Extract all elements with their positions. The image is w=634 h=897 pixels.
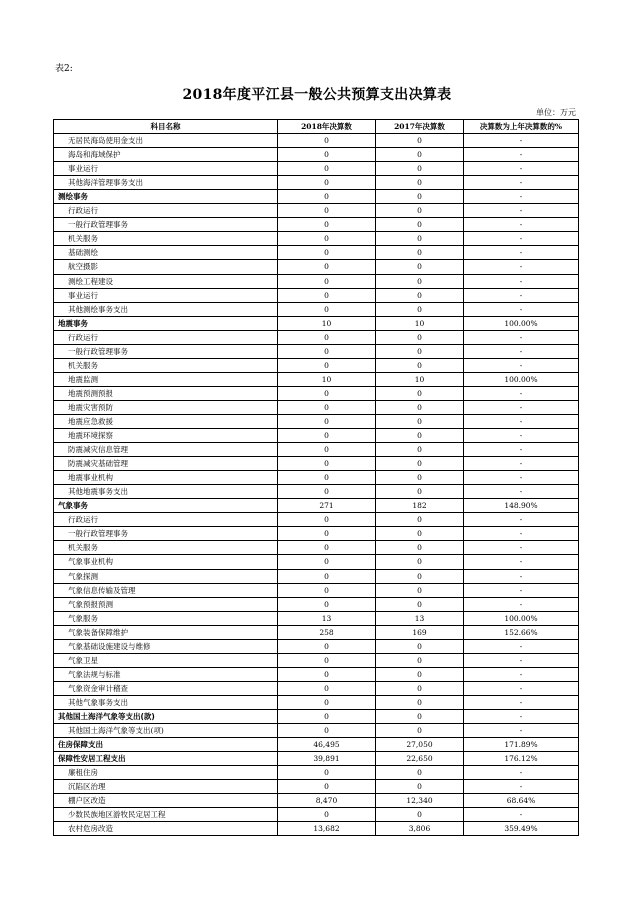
table-row bbox=[54, 457, 579, 471]
row-subject-name: 航空摄影 bbox=[54, 260, 278, 274]
row-value-2017: 0 bbox=[376, 358, 464, 372]
row-value-2017: 13 bbox=[376, 611, 464, 625]
table-row bbox=[54, 808, 579, 822]
row-value-2018: 0 bbox=[278, 457, 376, 471]
row-value-2017: 0 bbox=[376, 527, 464, 541]
row-ratio: 152.66% bbox=[464, 625, 579, 639]
row-value-2017: 3,806 bbox=[376, 822, 464, 836]
table-row bbox=[54, 358, 579, 372]
row-ratio: - bbox=[464, 274, 579, 288]
row-value-2018: 0 bbox=[278, 471, 376, 485]
row-value-2017: 0 bbox=[376, 443, 464, 457]
row-value-2018: 0 bbox=[278, 358, 376, 372]
table-row bbox=[54, 414, 579, 428]
row-subject-name: 保障性安居工程支出 bbox=[54, 752, 278, 766]
row-ratio: - bbox=[464, 443, 579, 457]
row-value-2017: 0 bbox=[376, 541, 464, 555]
row-subject-name: 测绘工程建设 bbox=[54, 274, 278, 288]
row-value-2017: 0 bbox=[376, 176, 464, 190]
row-value-2017: 0 bbox=[376, 555, 464, 569]
row-ratio: - bbox=[464, 780, 579, 794]
row-subject-name: 防震减灾基础管理 bbox=[54, 457, 278, 471]
row-value-2018: 0 bbox=[278, 667, 376, 681]
row-subject-name: 基础测绘 bbox=[54, 246, 278, 260]
row-value-2018: 0 bbox=[278, 400, 376, 414]
row-ratio: - bbox=[464, 527, 579, 541]
row-value-2017: 0 bbox=[376, 583, 464, 597]
row-ratio: 100.00% bbox=[464, 611, 579, 625]
row-value-2018: 0 bbox=[278, 246, 376, 260]
row-value-2018: 46,495 bbox=[278, 738, 376, 752]
row-value-2018: 13 bbox=[278, 611, 376, 625]
row-subject-name: 少数民族地区游牧民定居工程 bbox=[54, 808, 278, 822]
row-value-2017: 0 bbox=[376, 709, 464, 723]
row-subject-name: 行政运行 bbox=[54, 513, 278, 527]
row-ratio: - bbox=[464, 485, 579, 499]
row-ratio: - bbox=[464, 569, 579, 583]
row-ratio: - bbox=[464, 260, 579, 274]
row-value-2017: 0 bbox=[376, 597, 464, 611]
row-value-2018: 0 bbox=[278, 134, 376, 148]
row-value-2017: 22,650 bbox=[376, 752, 464, 766]
row-ratio: - bbox=[464, 695, 579, 709]
row-ratio: - bbox=[464, 653, 579, 667]
row-value-2017: 182 bbox=[376, 499, 464, 513]
row-ratio: - bbox=[464, 302, 579, 316]
row-ratio: 68.64% bbox=[464, 794, 579, 808]
table-row bbox=[54, 429, 579, 443]
table-row bbox=[54, 667, 579, 681]
page-title: 2018年度平江县一般公共预算支出决算表 bbox=[182, 87, 452, 103]
row-subject-name: 测绘事务 bbox=[54, 190, 278, 204]
row-subject-name: 无居民海岛使用金支出 bbox=[54, 134, 278, 148]
row-subject-name: 沉陷区治理 bbox=[54, 780, 278, 794]
table-row bbox=[54, 611, 579, 625]
row-value-2017: 0 bbox=[376, 485, 464, 499]
table-row bbox=[54, 471, 579, 485]
table-row bbox=[54, 274, 579, 288]
row-value-2018: 0 bbox=[278, 527, 376, 541]
table-row bbox=[54, 780, 579, 794]
budget-table bbox=[53, 119, 579, 836]
row-ratio: - bbox=[464, 808, 579, 822]
table-row bbox=[54, 372, 579, 386]
row-value-2017: 0 bbox=[376, 569, 464, 583]
row-ratio: 148.90% bbox=[464, 499, 579, 513]
row-value-2017: 0 bbox=[376, 274, 464, 288]
row-ratio: 100.00% bbox=[464, 372, 579, 386]
table-row bbox=[54, 681, 579, 695]
row-ratio: - bbox=[464, 766, 579, 780]
row-subject-name: 气象装备保障维护 bbox=[54, 625, 278, 639]
header-2018: 2018年决算数 bbox=[278, 120, 376, 134]
table-row bbox=[54, 794, 579, 808]
table-label: 表2: bbox=[55, 64, 73, 74]
row-value-2018: 0 bbox=[278, 569, 376, 583]
row-ratio: - bbox=[464, 218, 579, 232]
row-value-2017: 0 bbox=[376, 513, 464, 527]
row-subject-name: 地震监测 bbox=[54, 372, 278, 386]
row-value-2017: 0 bbox=[376, 204, 464, 218]
table-row bbox=[54, 443, 579, 457]
row-subject-name: 事业运行 bbox=[54, 162, 278, 176]
row-value-2017: 0 bbox=[376, 695, 464, 709]
row-value-2018: 0 bbox=[278, 443, 376, 457]
header-subject: 科目名称 bbox=[54, 120, 278, 134]
table-row bbox=[54, 625, 579, 639]
table-row bbox=[54, 386, 579, 400]
row-value-2017: 0 bbox=[376, 653, 464, 667]
table-row bbox=[54, 330, 579, 344]
row-ratio: - bbox=[464, 358, 579, 372]
row-subject-name: 棚户区改造 bbox=[54, 794, 278, 808]
row-value-2018: 0 bbox=[278, 681, 376, 695]
row-value-2018: 0 bbox=[278, 386, 376, 400]
row-value-2018: 0 bbox=[278, 429, 376, 443]
row-subject-name: 气象资金审计稽查 bbox=[54, 681, 278, 695]
row-value-2017: 0 bbox=[376, 766, 464, 780]
row-value-2017: 0 bbox=[376, 471, 464, 485]
row-subject-name: 气象法规与标准 bbox=[54, 667, 278, 681]
row-subject-name: 机关服务 bbox=[54, 541, 278, 555]
row-ratio: - bbox=[464, 176, 579, 190]
row-value-2017: 0 bbox=[376, 190, 464, 204]
row-ratio: - bbox=[464, 541, 579, 555]
row-subject-name: 气象信息传输及管理 bbox=[54, 583, 278, 597]
table-row bbox=[54, 316, 579, 330]
table-row bbox=[54, 134, 579, 148]
row-subject-name: 气象基础设施建设与维修 bbox=[54, 639, 278, 653]
row-value-2018: 10 bbox=[278, 316, 376, 330]
row-value-2017: 0 bbox=[376, 400, 464, 414]
row-subject-name: 防震减灾信息管理 bbox=[54, 443, 278, 457]
row-value-2018: 0 bbox=[278, 766, 376, 780]
row-value-2017: 0 bbox=[376, 344, 464, 358]
row-ratio: - bbox=[464, 429, 579, 443]
row-ratio: 359.49% bbox=[464, 822, 579, 836]
row-value-2018: 0 bbox=[278, 260, 376, 274]
row-value-2018: 0 bbox=[278, 274, 376, 288]
row-ratio: - bbox=[464, 709, 579, 723]
row-value-2017: 0 bbox=[376, 780, 464, 794]
row-value-2017: 12,340 bbox=[376, 794, 464, 808]
row-subject-name: 一般行政管理事务 bbox=[54, 344, 278, 358]
row-ratio: - bbox=[464, 232, 579, 246]
row-value-2018: 258 bbox=[278, 625, 376, 639]
row-subject-name: 海岛和海域保护 bbox=[54, 148, 278, 162]
row-ratio: - bbox=[464, 681, 579, 695]
table-row bbox=[54, 513, 579, 527]
header-ratio: 决算数为上年决算数的% bbox=[464, 120, 579, 134]
row-ratio: - bbox=[464, 513, 579, 527]
row-value-2018: 10 bbox=[278, 372, 376, 386]
row-subject-name: 地震事务 bbox=[54, 316, 278, 330]
row-value-2018: 13,682 bbox=[278, 822, 376, 836]
row-value-2017: 0 bbox=[376, 288, 464, 302]
row-ratio: - bbox=[464, 667, 579, 681]
row-ratio: - bbox=[464, 414, 579, 428]
table-row bbox=[54, 541, 579, 555]
row-ratio: - bbox=[464, 400, 579, 414]
header-2017: 2017年决算数 bbox=[376, 120, 464, 134]
row-ratio: - bbox=[464, 583, 579, 597]
table-row bbox=[54, 288, 579, 302]
row-value-2018: 0 bbox=[278, 344, 376, 358]
row-subject-name: 地震灾害预防 bbox=[54, 400, 278, 414]
row-value-2018: 0 bbox=[278, 414, 376, 428]
row-value-2018: 0 bbox=[278, 190, 376, 204]
row-value-2018: 0 bbox=[278, 639, 376, 653]
row-subject-name: 地震应急救援 bbox=[54, 414, 278, 428]
row-ratio: - bbox=[464, 148, 579, 162]
row-subject-name: 地震预测预报 bbox=[54, 386, 278, 400]
row-value-2017: 10 bbox=[376, 316, 464, 330]
row-ratio: - bbox=[464, 134, 579, 148]
row-value-2018: 0 bbox=[278, 232, 376, 246]
table-row bbox=[54, 597, 579, 611]
row-ratio: - bbox=[464, 457, 579, 471]
row-ratio: - bbox=[464, 386, 579, 400]
row-subject-name: 地震环境探察 bbox=[54, 429, 278, 443]
row-subject-name: 一般行政管理事务 bbox=[54, 218, 278, 232]
row-ratio: - bbox=[464, 190, 579, 204]
row-subject-name: 农村危房改造 bbox=[54, 822, 278, 836]
row-value-2018: 0 bbox=[278, 148, 376, 162]
row-ratio: - bbox=[464, 639, 579, 653]
row-value-2018: 0 bbox=[278, 513, 376, 527]
row-value-2017: 0 bbox=[376, 330, 464, 344]
row-subject-name: 其他地震事务支出 bbox=[54, 485, 278, 499]
table-row bbox=[54, 148, 579, 162]
table-header-row bbox=[54, 120, 579, 134]
table-row bbox=[54, 190, 579, 204]
row-value-2017: 169 bbox=[376, 625, 464, 639]
table-row bbox=[54, 204, 579, 218]
row-ratio: - bbox=[464, 204, 579, 218]
row-subject-name: 气象事业机构 bbox=[54, 555, 278, 569]
table-row bbox=[54, 555, 579, 569]
table-row bbox=[54, 724, 579, 738]
row-value-2017: 0 bbox=[376, 134, 464, 148]
row-value-2018: 0 bbox=[278, 808, 376, 822]
row-subject-name: 其他海洋管理事务支出 bbox=[54, 176, 278, 190]
table-row bbox=[54, 218, 579, 232]
table-row bbox=[54, 527, 579, 541]
row-subject-name: 行政运行 bbox=[54, 330, 278, 344]
row-ratio: - bbox=[464, 246, 579, 260]
row-ratio: - bbox=[464, 555, 579, 569]
row-value-2017: 27,050 bbox=[376, 738, 464, 752]
row-value-2018: 0 bbox=[278, 541, 376, 555]
row-value-2018: 0 bbox=[278, 330, 376, 344]
table-row bbox=[54, 162, 579, 176]
row-ratio: - bbox=[464, 724, 579, 738]
table-row bbox=[54, 499, 579, 513]
table-row bbox=[54, 639, 579, 653]
table-body bbox=[54, 134, 579, 836]
row-value-2017: 0 bbox=[376, 260, 464, 274]
row-value-2017: 0 bbox=[376, 162, 464, 176]
row-value-2017: 0 bbox=[376, 681, 464, 695]
table-row bbox=[54, 766, 579, 780]
table-row bbox=[54, 400, 579, 414]
row-subject-name: 其他测绘事务支出 bbox=[54, 302, 278, 316]
row-ratio: - bbox=[464, 162, 579, 176]
table-row bbox=[54, 485, 579, 499]
row-value-2018: 0 bbox=[278, 597, 376, 611]
row-subject-name: 廉租住房 bbox=[54, 766, 278, 780]
row-value-2018: 0 bbox=[278, 555, 376, 569]
row-value-2017: 0 bbox=[376, 302, 464, 316]
row-value-2018: 0 bbox=[278, 724, 376, 738]
row-value-2017: 0 bbox=[376, 808, 464, 822]
table-row bbox=[54, 302, 579, 316]
row-ratio: 100.00% bbox=[464, 316, 579, 330]
row-subject-name: 其他国土海洋气象等支出(项) bbox=[54, 724, 278, 738]
table-row bbox=[54, 583, 579, 597]
table-row bbox=[54, 709, 579, 723]
row-ratio: - bbox=[464, 597, 579, 611]
row-value-2018: 0 bbox=[278, 485, 376, 499]
row-value-2018: 0 bbox=[278, 583, 376, 597]
row-value-2018: 271 bbox=[278, 499, 376, 513]
row-value-2017: 0 bbox=[376, 386, 464, 400]
table-row bbox=[54, 653, 579, 667]
row-value-2018: 0 bbox=[278, 218, 376, 232]
row-ratio: - bbox=[464, 344, 579, 358]
row-value-2017: 0 bbox=[376, 246, 464, 260]
row-subject-name: 气象卫星 bbox=[54, 653, 278, 667]
table-row bbox=[54, 176, 579, 190]
row-subject-name: 住房保障支出 bbox=[54, 738, 278, 752]
row-subject-name: 气象预报预测 bbox=[54, 597, 278, 611]
row-value-2018: 0 bbox=[278, 288, 376, 302]
row-value-2018: 39,891 bbox=[278, 752, 376, 766]
row-value-2018: 0 bbox=[278, 653, 376, 667]
table-row bbox=[54, 695, 579, 709]
row-subject-name: 气象服务 bbox=[54, 611, 278, 625]
row-value-2018: 0 bbox=[278, 176, 376, 190]
table-row bbox=[54, 822, 579, 836]
row-subject-name: 事业运行 bbox=[54, 288, 278, 302]
row-value-2017: 0 bbox=[376, 429, 464, 443]
row-subject-name: 其他气象事务支出 bbox=[54, 695, 278, 709]
row-ratio: - bbox=[464, 330, 579, 344]
row-value-2018: 0 bbox=[278, 204, 376, 218]
row-ratio: 176.12% bbox=[464, 752, 579, 766]
row-subject-name: 气象事务 bbox=[54, 499, 278, 513]
row-subject-name: 一般行政管理事务 bbox=[54, 527, 278, 541]
row-value-2017: 0 bbox=[376, 414, 464, 428]
row-value-2018: 8,470 bbox=[278, 794, 376, 808]
unit-label: 单位：万元 bbox=[536, 108, 576, 117]
row-subject-name: 行政运行 bbox=[54, 204, 278, 218]
row-value-2017: 0 bbox=[376, 232, 464, 246]
row-subject-name: 机关服务 bbox=[54, 358, 278, 372]
table-row bbox=[54, 344, 579, 358]
row-subject-name: 地震事业机构 bbox=[54, 471, 278, 485]
table-row bbox=[54, 569, 579, 583]
row-value-2017: 0 bbox=[376, 218, 464, 232]
row-subject-name: 机关服务 bbox=[54, 232, 278, 246]
row-subject-name: 其他国土海洋气象等支出(款) bbox=[54, 709, 278, 723]
row-value-2017: 0 bbox=[376, 724, 464, 738]
table-row bbox=[54, 246, 579, 260]
row-value-2017: 0 bbox=[376, 667, 464, 681]
row-value-2017: 10 bbox=[376, 372, 464, 386]
row-value-2017: 0 bbox=[376, 639, 464, 653]
row-value-2018: 0 bbox=[278, 709, 376, 723]
row-ratio: - bbox=[464, 471, 579, 485]
row-value-2018: 0 bbox=[278, 162, 376, 176]
row-ratio: 171.89% bbox=[464, 738, 579, 752]
table-row bbox=[54, 738, 579, 752]
row-value-2018: 0 bbox=[278, 302, 376, 316]
table-row bbox=[54, 260, 579, 274]
table-row bbox=[54, 752, 579, 766]
row-value-2017: 0 bbox=[376, 148, 464, 162]
row-value-2017: 0 bbox=[376, 457, 464, 471]
row-ratio: - bbox=[464, 288, 579, 302]
table-row bbox=[54, 232, 579, 246]
row-subject-name: 气象探测 bbox=[54, 569, 278, 583]
row-value-2018: 0 bbox=[278, 780, 376, 794]
row-value-2018: 0 bbox=[278, 695, 376, 709]
